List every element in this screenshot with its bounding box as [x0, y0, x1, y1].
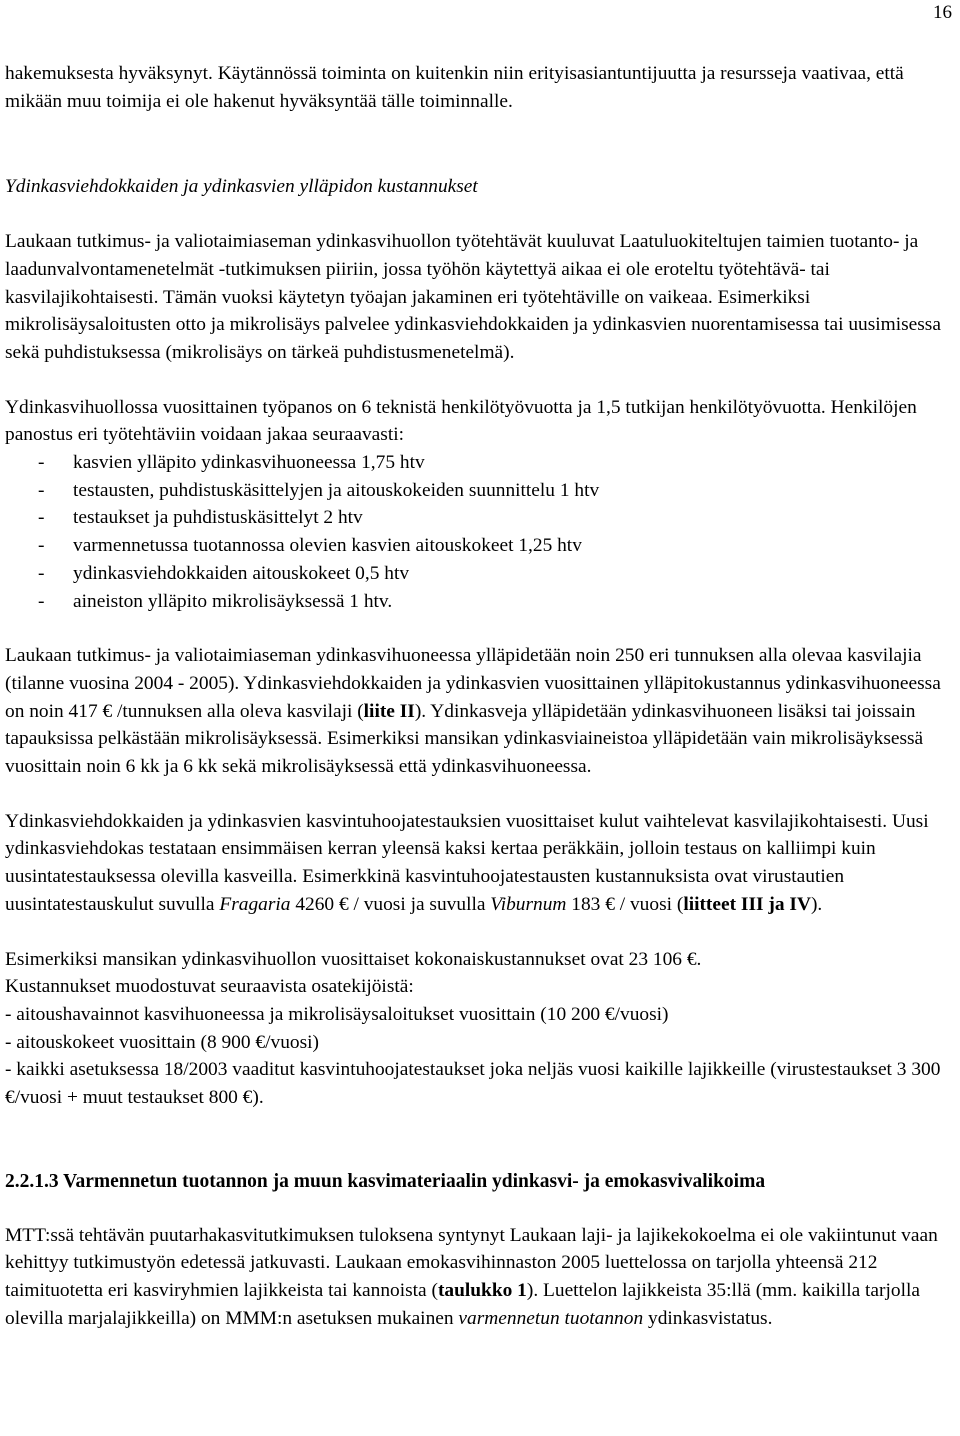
- text-run: MTT:ssä tehtävän puutarhakasvitutkimuksen tuloksena syntynyt Laukaan laji- ja lajikekokoelma ei ole vakiintunut vaan kehittyy tutkimustyön edetessä jatkuvasti. Laukaan emokasvihinnaston 2005 luettelossa on tarjolla yhteensä 212 taimituotetta eri kasviryhmien lajikkeista tai kannoista (: [5, 1224, 938, 1301]
- appendix-reference: liite II: [363, 700, 415, 722]
- list-dash: -: [38, 535, 45, 557]
- genus-name: Fragaria: [219, 893, 291, 915]
- text-run: ). Luettelon lajikkeista 35:llä (mm. kaikilla tarjolla olevilla marjalajikkeilla) on MMM:n asetuksen mukainen: [5, 1279, 920, 1329]
- list-item-text: varmennetussa tuotannossa olevien kasvien aitouskokeet 1,25 htv: [73, 535, 582, 557]
- list-dash: -: [38, 590, 45, 612]
- list-item-text: testausten, puhdistuskäsittelyjen ja aitouskokeiden suunnittelu 1 htv: [73, 479, 600, 501]
- list-item-text: testaukset ja puhdistuskäsittelyt 2 htv: [73, 507, 363, 529]
- list-item-text: aineiston ylläpito mikrolisäyksessä 1 htv.: [73, 590, 393, 612]
- document-body: [5, 60, 955, 1332]
- text-line: - aitouskokeet vuosittain (8 900 €/vuosi): [5, 1031, 319, 1053]
- page-number: 16: [933, 2, 952, 23]
- text-line: - aitoushavainnot kasvihuoneessa ja mikrolisäysaloitukset vuosittain (10 200 €/vuosi): [5, 1003, 669, 1025]
- genus-name: Viburnum: [490, 893, 567, 915]
- list-item: [5, 532, 955, 560]
- list-item-text: ydinkasviehdokkaiden aitouskokeet 0,5 htv: [73, 562, 410, 584]
- list-item: [5, 449, 955, 477]
- text-run: Ydinkasviehdokkaiden ja ydinkasvien kasvintuhoojatestauksien vuosittaiset kulut vaihtelevat kasvilajikohtaisesti. Uusi ydinkasviehdokas testataan ensimmäisen kerran yleensä kaksi kertaa peräkkäin, jolloin testaus on kalliimpi kuin uusintatestauksessa olevilla kasveilla. Esimerkkinä kasvintuhoojatestausten kustannuksista ovat virustautien uusintatestauskulut suvulla: [5, 810, 929, 915]
- intro-paragraph: hakemuksesta hyväksynyt. Käytännössä toiminta on kuitenkin niin erityisasiantuntijuutta ja resursseja vaativaa, että mikään muu toimija ei ole hakenut hyväksyntää tälle toiminnalle.: [5, 63, 904, 112]
- paragraph-work-tasks: Laukaan tutkimus- ja valiotaimiaseman ydinkasvihuollon työtehtävät kuuluvat Laatuluokiteltujen taimien tuotanto- ja laadunvalvontamenetelmät -tutkimuksen piiriin, jossa työhön käytettyä aikaa ei ole eroteltu työtehtävä- tai kasvilajikohtaisesti. Tämän vuoksi käytetyn työajan jakaminen eri työtehtäville on vaikeaa. Esimerkiksi mikrolisäysaloitusten otto ja mikrolisäys palvelee ydinkasviehdokkaiden ja ydinkasvien nuorentamisessa tai uusimisessa sekä puhdistuksessa (mikrolisäys on tärkeä puhdistusmenetelmä).: [5, 231, 941, 363]
- text-run: 183 € / vuosi (: [566, 893, 684, 915]
- paragraph-strawberry-costs: [5, 946, 955, 1112]
- emphasis-term: varmennetun tuotannon: [458, 1307, 644, 1329]
- list-item: [5, 504, 955, 532]
- list-item: [5, 477, 955, 505]
- appendix-reference: liitteet III ja IV: [683, 893, 811, 915]
- text-run: ydinkasvistatus.: [643, 1307, 773, 1329]
- text-run: ).: [810, 893, 823, 915]
- text-run: ). Ydinkasveja ylläpidetään ydinkasvihuoneen lisäksi tai joissain tapauksissa pelkästään mikrolisäyksessä. Esimerkiksi mansikan ydinkasviaineistoa ylläpidetään vain mikrolisäyksessä vuosittain noin 6 kk ja 6 kk sekä mikrolisäyksessä että ydinkasvihuoneessa.: [5, 700, 924, 778]
- text-line: Esimerkiksi mansikan ydinkasvihuollon vuosittaiset kokonaiskustannukset ovat 23 106 €.: [5, 948, 702, 970]
- task-list: [5, 449, 955, 615]
- list-dash: -: [38, 479, 45, 501]
- paragraph-testing-costs: [5, 808, 955, 919]
- paragraph-plant-species: [5, 642, 955, 781]
- list-dash: -: [38, 562, 45, 584]
- subsection-heading: Ydinkasviehdokkaiden ja ydinkasvien ylläpidon kustannukset: [5, 176, 478, 198]
- text-line: Kustannukset muodostuvat seuraavista osatekijöistä:: [5, 976, 414, 998]
- table-reference: taulukko 1: [437, 1279, 527, 1301]
- section-heading: 2.2.1.3 Varmennetun tuotannon ja muun kasvimateriaalin ydinkasvi- ja emokasvivalikoima: [5, 1170, 766, 1192]
- list-dash: -: [38, 507, 45, 529]
- text-line: - kaikki asetuksessa 18/2003 vaaditut kasvintuhoojatestaukset joka neljäs vuosi kaikille lajikkeille (virustestaukset 3 300 €/vuosi + muut testaukset 800 €).: [5, 1059, 941, 1109]
- text-run: Laukaan tutkimus- ja valiotaimiaseman ydinkasvihuoneessa ylläpidetään noin 250 eri tunnuksen alla olevaa kasvilajia (tilanne vuosina 2004 - 2005). Ydinkasviehdokkaiden ja ydinkasvien vuosittainen ylläpitokustannus ydinkasvihuoneessa on noin 417 € /tunnuksen alla oleva kasvilaji (: [5, 645, 941, 722]
- paragraph-collection: [5, 1222, 955, 1333]
- text-run: 4260 € / vuosi ja suvulla: [290, 893, 491, 915]
- list-item-text: kasvien ylläpito ydinkasvihuoneessa 1,75 htv: [73, 452, 425, 474]
- list-dash: -: [38, 452, 45, 474]
- paragraph-work-input: Ydinkasvihuollossa vuosittainen työpanos on 6 teknistä henkilötyövuotta ja 1,5 tutkijan henkilötyövuotta. Henkilöjen panostus eri työtehtäviin voidaan jakaa seuraavasti:: [5, 396, 917, 446]
- list-item: [5, 560, 955, 588]
- list-item: [5, 588, 955, 616]
